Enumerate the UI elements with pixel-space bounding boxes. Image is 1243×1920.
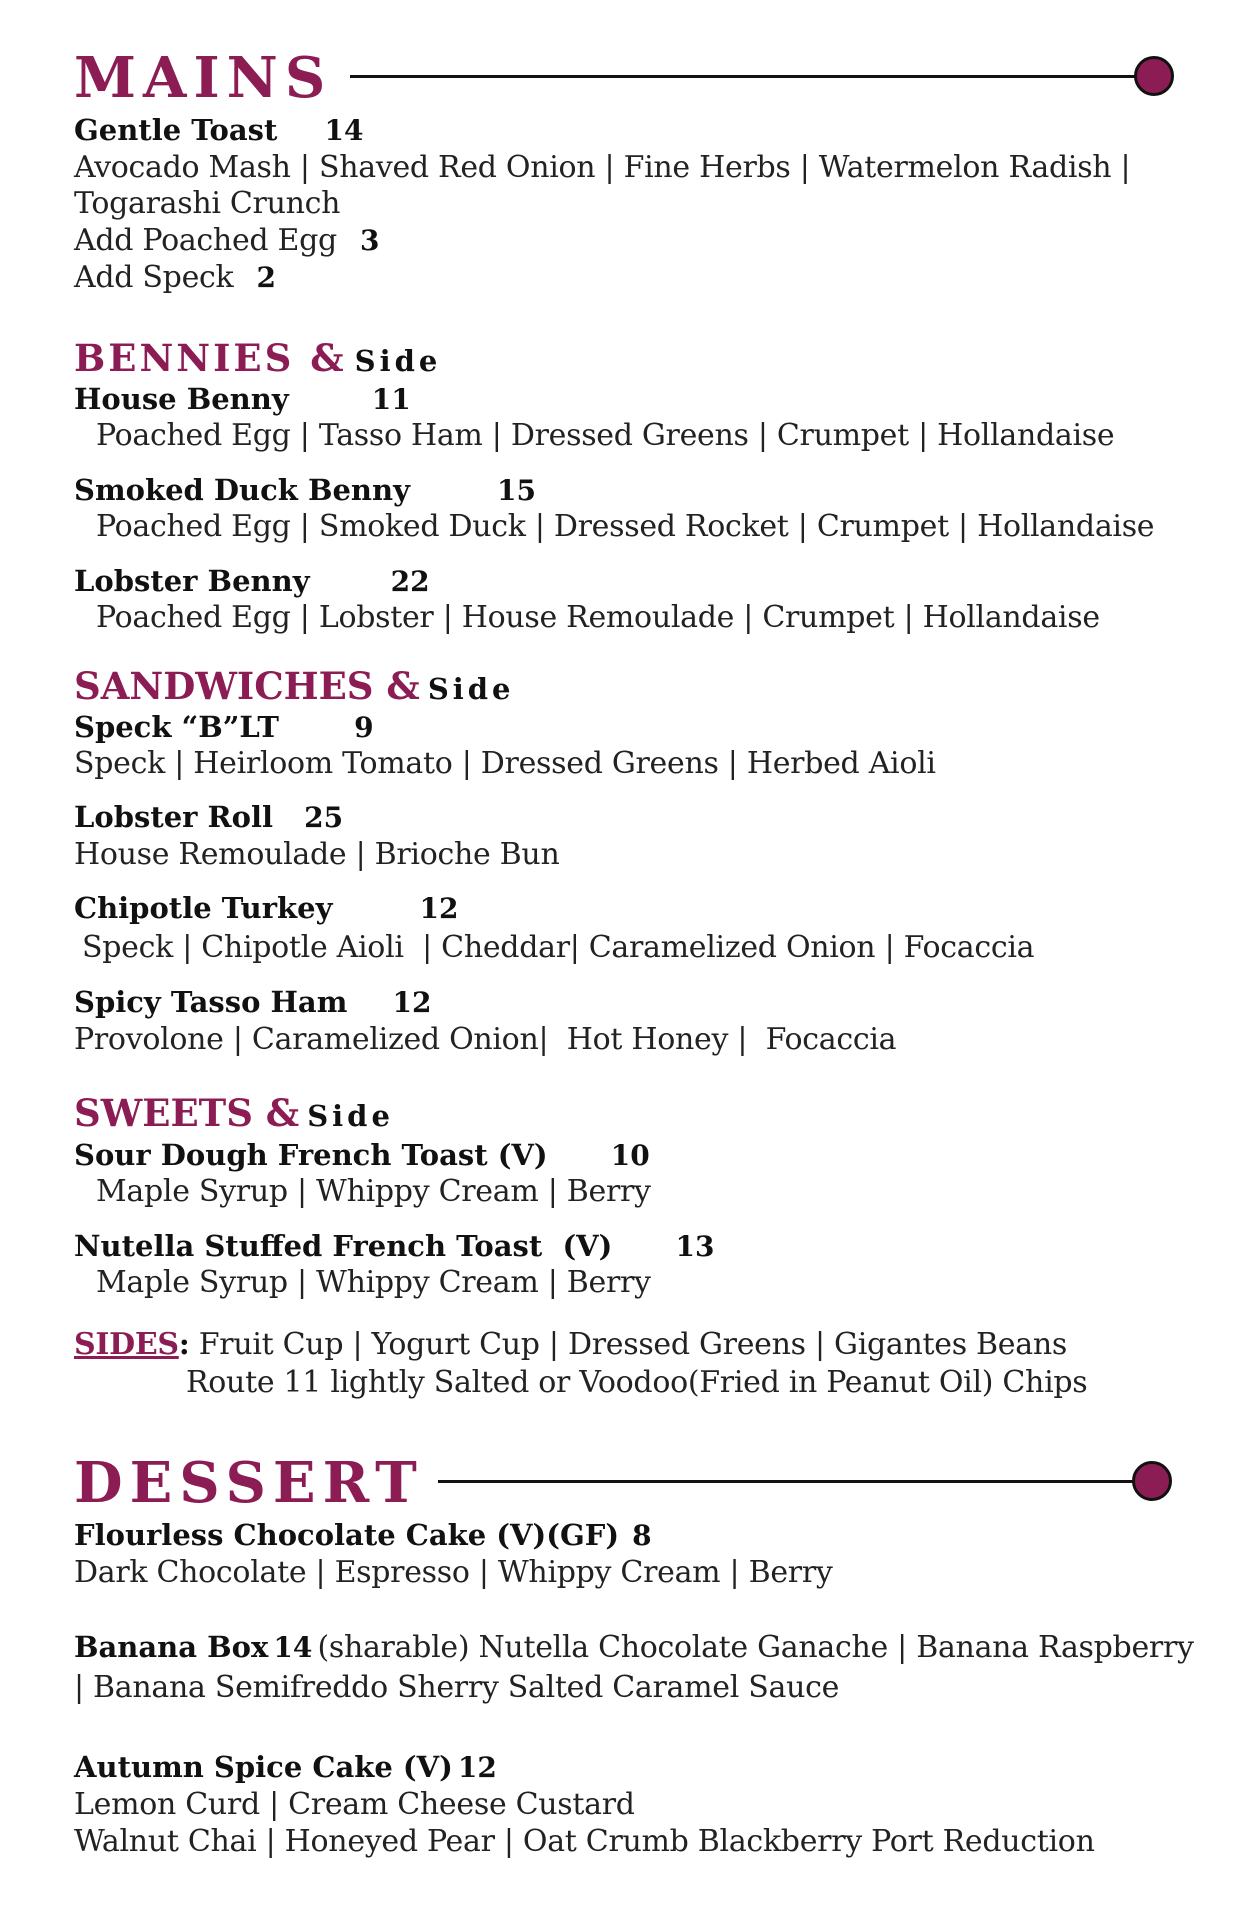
- bennies-heading: [74, 336, 442, 380]
- item-price: 14: [273, 1631, 313, 1664]
- addon-price: 3: [360, 224, 380, 257]
- item-price: 25: [304, 801, 344, 834]
- addon-label: Add Speck: [74, 260, 234, 295]
- menu-item: [74, 382, 411, 417]
- menu-item: [74, 1630, 1194, 1666]
- sandwiches-heading: [74, 664, 515, 708]
- item-description: Togarashi Crunch: [74, 186, 341, 221]
- item-description: Maple Syrup | Whippy Cream | Berry: [96, 1265, 651, 1300]
- item-name: Lobster Roll: [74, 800, 274, 834]
- sweets-heading: [74, 1091, 394, 1135]
- item-price: 13: [675, 1230, 715, 1263]
- section-side-label: Side: [354, 344, 442, 378]
- item-price: 22: [390, 565, 430, 598]
- mains-divider: [350, 75, 1140, 78]
- item-name: Sour Dough French Toast (V): [74, 1138, 548, 1172]
- item-price: 11: [371, 383, 411, 416]
- item-name: Speck “B”LT: [74, 710, 279, 744]
- addon-line: [74, 260, 276, 296]
- sides-label: SIDES: [74, 1327, 179, 1362]
- menu-item: [74, 1229, 714, 1264]
- sides-colon: :: [178, 1327, 190, 1362]
- item-price: 10: [610, 1139, 650, 1172]
- item-description: Provolone | Caramelized Onion| Hot Honey | Focaccia: [74, 1022, 897, 1057]
- section-title: SWEETS &: [74, 1091, 300, 1135]
- menu-item: [74, 710, 374, 745]
- item-price: 15: [497, 474, 537, 507]
- item-description: Speck | Heirloom Tomato | Dressed Greens | Herbed Aioli: [74, 746, 936, 781]
- menu-item: [74, 1750, 497, 1785]
- item-price: 12: [392, 986, 432, 1019]
- item-description: Maple Syrup | Whippy Cream | Berry: [96, 1174, 651, 1209]
- item-name: Lobster Benny: [74, 564, 310, 598]
- item-description: Poached Egg | Lobster | House Remoulade | Crumpet | Hollandaise: [96, 600, 1100, 635]
- addon-line: [74, 223, 380, 259]
- sides-list-continued: Route 11 lightly Salted or Voodoo(Fried in Peanut Oil) Chips: [186, 1365, 1088, 1400]
- section-title: BENNIES &: [74, 336, 347, 380]
- menu-item: [74, 800, 343, 835]
- item-description: (sharable) Nutella Chocolate Ganache | Banana Raspberry: [317, 1630, 1194, 1665]
- item-description: Dark Chocolate | Espresso | Whippy Cream | Berry: [74, 1555, 833, 1590]
- item-description: Poached Egg | Smoked Duck | Dressed Rocket | Crumpet | Hollandaise: [96, 509, 1155, 544]
- item-name: Banana Box: [74, 1630, 269, 1664]
- item-price: 9: [354, 711, 374, 744]
- section-title: SANDWICHES &: [74, 664, 420, 708]
- item-price: 8: [632, 1519, 652, 1552]
- menu-item: [74, 985, 431, 1020]
- item-description: Avocado Mash | Shaved Red Onion | Fine Herbs | Watermelon Radish |: [74, 150, 1131, 185]
- item-name: Chipotle Turkey: [74, 891, 333, 925]
- item-description-continued: Walnut Chai | Honeyed Pear | Oat Crumb Blackberry Port Reduction: [74, 1824, 1095, 1859]
- item-name: Spicy Tasso Ham: [74, 985, 348, 1019]
- item-price: 14: [324, 114, 364, 147]
- item-name: Gentle Toast: [74, 113, 278, 147]
- menu-item: [74, 1138, 650, 1173]
- addon-label: Add Poached Egg: [74, 223, 337, 258]
- item-description: Poached Egg | Tasso Ham | Dressed Greens | Crumpet | Hollandaise: [96, 418, 1115, 453]
- menu-item: [74, 564, 430, 599]
- dessert-heading: DESSERT: [74, 1450, 424, 1516]
- item-name: House Benny: [74, 382, 289, 416]
- item-description: Speck | Chipotle Aioli | Cheddar| Caramelized Onion | Focaccia: [82, 930, 1035, 965]
- item-name: Nutella Stuffed French Toast (V): [74, 1229, 613, 1263]
- sides-list: Fruit Cup | Yogurt Cup | Dressed Greens | Gigantes Beans: [198, 1327, 1067, 1362]
- dessert-divider-dot: [1132, 1461, 1172, 1501]
- menu-item: [74, 891, 459, 926]
- item-description: Lemon Curd | Cream Cheese Custard: [74, 1787, 635, 1822]
- mains-divider-dot: [1134, 56, 1174, 96]
- item-name: Autumn Spice Cake (V): [74, 1750, 453, 1784]
- item-name: Flourless Chocolate Cake (V)(GF): [74, 1518, 620, 1552]
- menu-item: [74, 473, 536, 508]
- sides-line: [74, 1327, 1067, 1363]
- dessert-divider: [438, 1480, 1138, 1483]
- mains-heading: MAINS: [74, 45, 333, 111]
- item-name: Smoked Duck Benny: [74, 473, 410, 507]
- menu-item: [74, 1518, 652, 1553]
- item-price: 12: [419, 892, 459, 925]
- item-price: 12: [457, 1751, 497, 1784]
- item-description: House Remoulade | Brioche Bun: [74, 837, 560, 872]
- item-description-continued: | Banana Semifreddo Sherry Salted Caramel Sauce: [74, 1670, 840, 1705]
- section-side-label: Side: [307, 1099, 394, 1133]
- menu-item: [74, 113, 363, 148]
- section-side-label: Side: [427, 672, 515, 706]
- addon-price: 2: [256, 261, 276, 294]
